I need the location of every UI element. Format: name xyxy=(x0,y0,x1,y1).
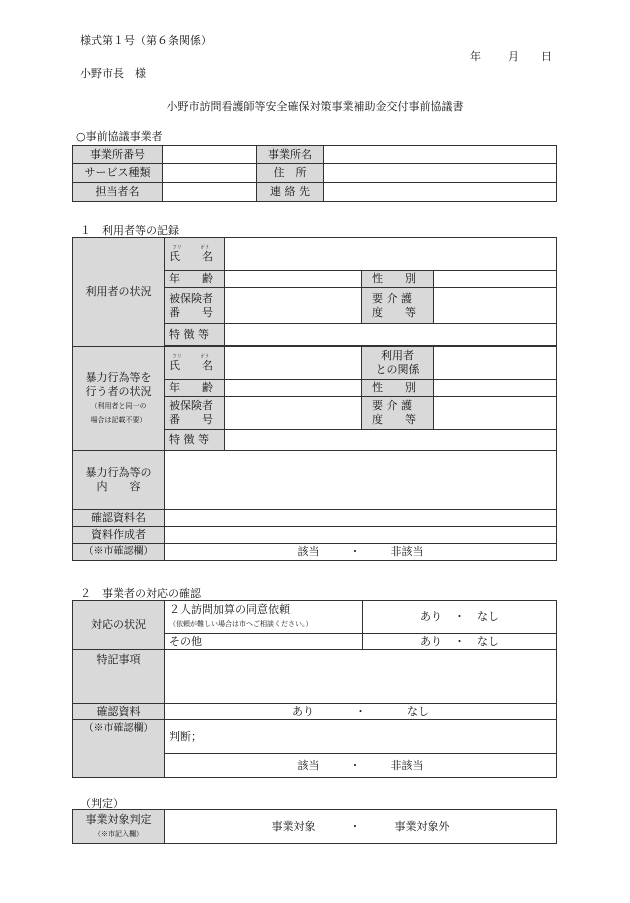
user-record-table xyxy=(72,237,557,561)
relation-field[interactable] xyxy=(434,347,557,380)
project-judgment-label xyxy=(73,810,165,844)
project-judgment-line1: 事業対象判定 xyxy=(85,812,152,826)
violent-age-label: 年 齢 xyxy=(165,380,225,397)
violent-features-field[interactable] xyxy=(225,430,557,451)
violent-status-note1: （利用者と同一の xyxy=(90,401,147,410)
user-insured-field[interactable] xyxy=(225,288,362,324)
user-sex-label: 性 別 xyxy=(362,271,434,288)
user-status-label: 利用者の状況 xyxy=(73,238,165,347)
user-features-field[interactable] xyxy=(225,324,557,346)
care-level-line1: 要 介 護 xyxy=(372,399,412,412)
yes-option[interactable]: あり xyxy=(420,610,442,623)
violent-age-field[interactable] xyxy=(225,380,362,397)
furigana-label: ｶﾞﾅ xyxy=(201,354,209,360)
user-name-field[interactable] xyxy=(225,238,557,271)
section2-heading: ２ 事業者の対応の確認 xyxy=(80,587,201,600)
separator-dot: ・ xyxy=(454,610,465,623)
office-number-label: 事業所番号 xyxy=(73,146,163,164)
no-option[interactable]: なし xyxy=(407,704,429,718)
applicant-table xyxy=(72,145,557,202)
office-name-field[interactable] xyxy=(324,146,557,164)
person-in-charge-label: 担当者名 xyxy=(73,183,163,202)
office-number-field[interactable] xyxy=(163,146,257,164)
violent-status-note2: 場合は記載不要） xyxy=(90,415,147,424)
user-care-level-label xyxy=(362,288,434,324)
contact-label: 連 絡 先 xyxy=(257,183,324,202)
addressee: 小野市長 様 xyxy=(80,67,146,80)
doc-author-label: 資料作成者 xyxy=(73,527,165,544)
response-status-label: 対応の状況 xyxy=(73,601,165,650)
furigana-label: フリ xyxy=(172,354,182,360)
special-notes-label: 特記事項 xyxy=(73,650,165,704)
confirm-doc-name-field[interactable] xyxy=(165,510,557,527)
not-applicable-option[interactable]: 非該当 xyxy=(390,545,424,558)
other-label: その他 xyxy=(165,634,363,650)
care-level-line2: 度 等 xyxy=(372,305,416,319)
form-number: 様式第１号（第６条関係） xyxy=(80,34,212,47)
section1-city-check-label: （※市確認欄） xyxy=(73,544,165,561)
applicable-option[interactable]: 該当 xyxy=(297,758,320,772)
service-type-field[interactable] xyxy=(163,164,257,183)
violent-care-level-label xyxy=(362,397,434,430)
section2-applicable-choice[interactable] xyxy=(165,754,557,778)
project-judgment-line2: （※市記入欄） xyxy=(94,829,143,838)
violent-care-level-field[interactable] xyxy=(434,397,557,430)
project-target-option[interactable]: 事業対象 xyxy=(271,819,316,833)
violent-status-line2: 行う者の状況 xyxy=(85,384,152,398)
insured-label-line1: 被保険者 xyxy=(169,399,213,412)
document-title: 小野市訪問看護師等安全確保対策事業補助金交付事前協議書 xyxy=(166,100,464,113)
separator-dot: ・ xyxy=(349,545,361,558)
special-notes-field[interactable] xyxy=(165,650,557,704)
relation-line1: 利用者 xyxy=(381,349,414,362)
user-features-label: 特 徴 等 xyxy=(165,324,225,346)
yes-option[interactable]: あり xyxy=(420,634,442,648)
section2-confirm-doc-label: 確認資料 xyxy=(73,704,165,720)
insured-label-line2: 番 号 xyxy=(169,305,213,319)
no-option[interactable]: なし xyxy=(477,634,499,648)
judgment-field[interactable] xyxy=(165,720,557,754)
violent-name-field[interactable] xyxy=(225,347,362,380)
date-month-label: 月 xyxy=(508,50,519,63)
user-insured-label xyxy=(165,288,225,324)
insured-label-line1: 被保険者 xyxy=(169,291,213,305)
applicant-heading: ○事前協議事業者 xyxy=(76,130,163,143)
violent-sex-label: 性 別 xyxy=(362,380,434,397)
other-choice[interactable] xyxy=(363,634,557,650)
two-person-visit-label: ２人訪問加算の同意依頼 xyxy=(169,603,290,616)
care-level-line1: 要 介 護 xyxy=(372,291,412,305)
section2-confirm-doc-choice[interactable] xyxy=(165,704,557,720)
person-in-charge-field[interactable] xyxy=(163,183,257,202)
user-care-level-field[interactable] xyxy=(434,288,557,324)
project-not-target-option[interactable]: 事業対象外 xyxy=(394,819,450,833)
yes-option[interactable]: あり xyxy=(292,704,314,718)
two-person-choice[interactable] xyxy=(363,601,557,634)
user-sex-field[interactable] xyxy=(434,271,557,288)
insured-label-line2: 番 号 xyxy=(169,413,213,426)
violent-name-label xyxy=(165,347,225,380)
response-table xyxy=(72,600,557,778)
name-label-text: 氏 名 xyxy=(169,359,213,372)
relation-label xyxy=(362,347,434,380)
violent-sex-field[interactable] xyxy=(434,380,557,397)
confirm-doc-name-label: 確認資料名 xyxy=(73,510,165,527)
furigana-label: フリ xyxy=(172,245,182,251)
name-label-text: 氏 名 xyxy=(169,250,213,263)
separator-dot: ・ xyxy=(349,819,361,833)
violent-insured-label xyxy=(165,397,225,430)
project-judgment-choice[interactable] xyxy=(165,810,557,844)
care-level-line2: 度 等 xyxy=(372,413,416,426)
violent-insured-field[interactable] xyxy=(225,397,362,430)
user-age-label: 年 齢 xyxy=(165,271,225,288)
date-year-label: 年 xyxy=(470,50,481,63)
section1-heading: １ 利用者等の記録 xyxy=(80,224,179,237)
separator-dot: ・ xyxy=(355,704,366,718)
office-name-label: 事業所名 xyxy=(257,146,324,164)
service-type-label: サービス種類 xyxy=(73,164,163,183)
violent-status-line1: 暴力行為等を xyxy=(85,370,152,384)
relation-line2: との関係 xyxy=(375,363,420,376)
judgment-label: 判断； xyxy=(169,729,202,743)
violence-content-field[interactable] xyxy=(165,451,557,510)
two-person-visit-cell xyxy=(165,601,363,634)
section1-city-check-field[interactable] xyxy=(165,544,557,561)
separator-dot: ・ xyxy=(349,758,361,772)
not-applicable-option[interactable]: 非該当 xyxy=(390,758,424,772)
date-day-label: 日 xyxy=(541,50,552,63)
user-name-label xyxy=(165,238,225,271)
violent-features-label: 特 徴 等 xyxy=(165,430,225,451)
separator-dot: ・ xyxy=(454,634,465,648)
furigana-label: ｶﾞﾅ xyxy=(201,245,209,251)
judgment-heading: （判定） xyxy=(80,797,124,810)
section2-city-check-label: （※市確認欄） xyxy=(73,720,165,778)
two-person-note: （依頼が難しい場合は市へご相談ください。） xyxy=(169,620,313,628)
violence-content-line1: 暴力行為等の xyxy=(85,466,152,479)
address-field[interactable] xyxy=(324,164,557,183)
violence-content-label xyxy=(73,451,165,510)
applicable-option[interactable]: 該当 xyxy=(297,545,320,558)
violence-content-line2: 内 容 xyxy=(96,480,141,493)
contact-field[interactable] xyxy=(324,183,557,202)
user-age-field[interactable] xyxy=(225,271,362,288)
violent-status-label xyxy=(73,347,165,451)
doc-author-field[interactable] xyxy=(165,527,557,544)
no-option[interactable]: なし xyxy=(477,610,499,623)
judgment-table xyxy=(72,809,557,844)
address-label: 住 所 xyxy=(257,164,324,183)
